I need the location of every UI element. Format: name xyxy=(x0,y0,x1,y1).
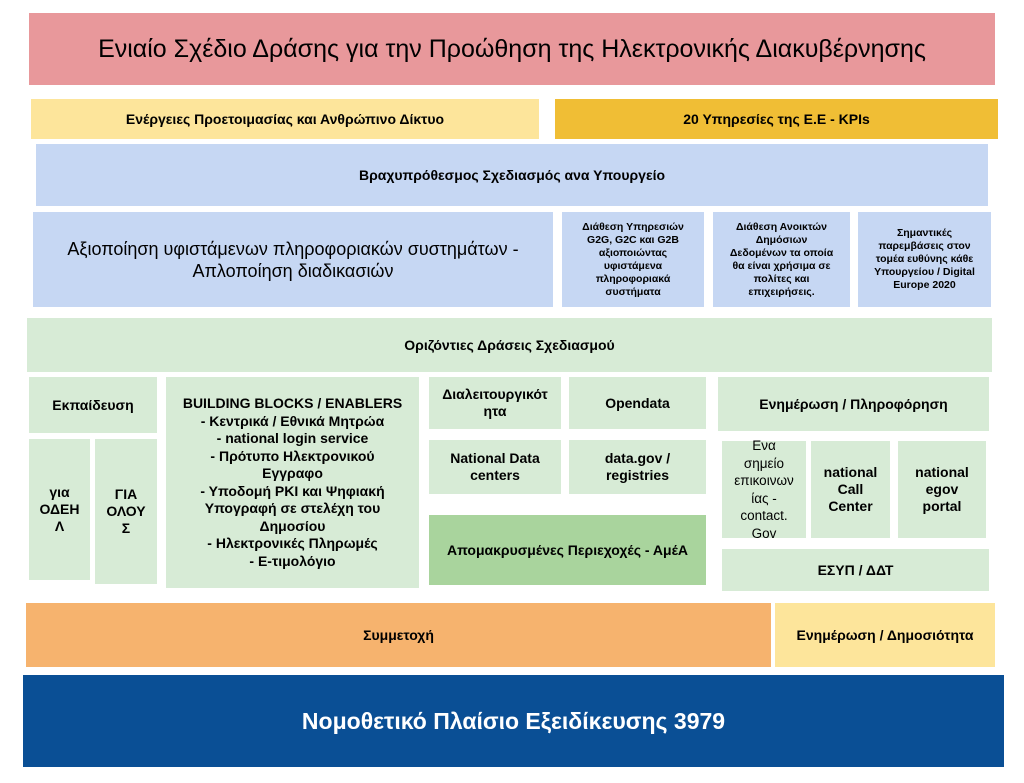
datagov-registries-label: data.gov / registries xyxy=(604,450,671,483)
training-odehl-label: για ΟΔΕΗ Λ xyxy=(39,484,80,534)
ministry-interventions-label: Σημαντικές παρεμβάσεις στον τομέα ευθύνης κάθε Υπουργείου / Digital Europe 2020 xyxy=(874,227,975,291)
participation-label: Συμμετοχή xyxy=(363,627,434,643)
national-data-centers-box xyxy=(429,440,561,494)
contact-gov-box xyxy=(722,438,806,541)
preparation-actions-box xyxy=(31,99,539,139)
training-label: Εκπαίδευση xyxy=(52,397,134,413)
opendata-label: Opendata xyxy=(605,395,670,411)
horizontal-actions-box xyxy=(27,318,992,372)
existing-systems-box xyxy=(33,212,553,307)
interoperability-label: Διαλειτουργικότ ητα xyxy=(442,386,548,419)
national-call-center-box xyxy=(811,441,890,538)
national-data-centers-label: National Data centers xyxy=(450,450,540,483)
participation-box xyxy=(26,603,771,667)
information-box xyxy=(718,377,989,431)
existing-systems-label: Αξιοποίηση υφιστάμενων πληροφοριακών συστημάτων - Απλοποίηση διαδικασιών xyxy=(67,238,519,281)
interoperability-box xyxy=(429,377,561,429)
services-g2g-box xyxy=(562,212,704,307)
training-all-label: ΓΙΑ ΟΛΟΥ Σ xyxy=(106,486,146,536)
eu-services-kpis-label: 20 Υπηρεσίες της Ε.Ε - KPIs xyxy=(683,111,870,127)
opendata-box xyxy=(569,377,706,429)
open-public-data-box xyxy=(713,212,850,307)
contact-gov-label: Ενα σημείο επικοινων ίας - contact. Gov xyxy=(734,438,794,541)
information-label: Ενημέρωση / Πληροφόρηση xyxy=(759,396,948,412)
esyp-ddt-label: ΕΣΥΠ / ΔΔΤ xyxy=(817,562,894,578)
ministry-interventions-box xyxy=(858,212,991,307)
training-odehl-box xyxy=(29,439,90,580)
main-title xyxy=(29,13,995,85)
open-public-data-label: Διάθεση Ανοικτών Δημόσιων Δεδομένων τα οποία θα είναι χρήσιμα σε πολίτες και επιχειρήσεις. xyxy=(729,220,834,298)
building-blocks-label: BUILDING BLOCKS / ENABLERS - Κεντρικά / Εθνικά Μητρώα - national login service - Πρότυπο Ηλεκτρονικού Εγγραφο - Υποδομή PKI και Ψηφιακή Υπογραφή σε στελέχη του Δημοσίου - Ηλεκτρονικές Πληρωμές - Ε-τιμολόγιο xyxy=(182,395,403,569)
preparation-actions-label: Ενέργειες Προετοιμασίας και Ανθρώπινο Δίκτυο xyxy=(125,111,445,127)
eu-services-kpis-box xyxy=(555,99,998,139)
services-g2g-label: Διάθεση Υπηρεσιών G2G, G2C και G2B αξιοποιώντας υφιστάμενα πληροφοριακά συστήματα xyxy=(582,220,684,298)
national-egov-portal-label: national egov portal xyxy=(915,464,969,514)
short-term-planning-label: Βραχυπρόθεσμος Σχεδιασμός ανα Υπουργείο xyxy=(358,167,666,183)
training-box xyxy=(29,377,157,433)
building-blocks-box xyxy=(166,377,419,588)
horizontal-actions-label: Οριζόντιες Δράσεις Σχεδιασμού xyxy=(404,337,615,353)
legal-framework-label: Νομοθετικό Πλαίσιο Εξειδίκευσης 3979 xyxy=(301,707,726,734)
national-egov-portal-box xyxy=(898,441,986,538)
legal-framework-box xyxy=(23,675,1004,767)
publicity-box xyxy=(775,603,995,667)
main-title-text: Ενιαίο Σχέδιο Δράσης για την Προώθηση της Ηλεκτρονικής Διακυβέρνησης xyxy=(98,34,926,63)
remote-areas-box xyxy=(429,515,706,585)
training-all-box xyxy=(95,439,157,584)
short-term-planning-box xyxy=(36,144,988,206)
national-call-center-label: national Call Center xyxy=(823,464,878,514)
esyp-ddt-box xyxy=(722,549,989,591)
publicity-label: Ενημέρωση / Δημοσιότητα xyxy=(796,627,974,643)
remote-areas-label: Απομακρυσμένες Περιεχοχές - ΑμέΑ xyxy=(446,542,689,558)
datagov-registries-box xyxy=(569,440,706,494)
